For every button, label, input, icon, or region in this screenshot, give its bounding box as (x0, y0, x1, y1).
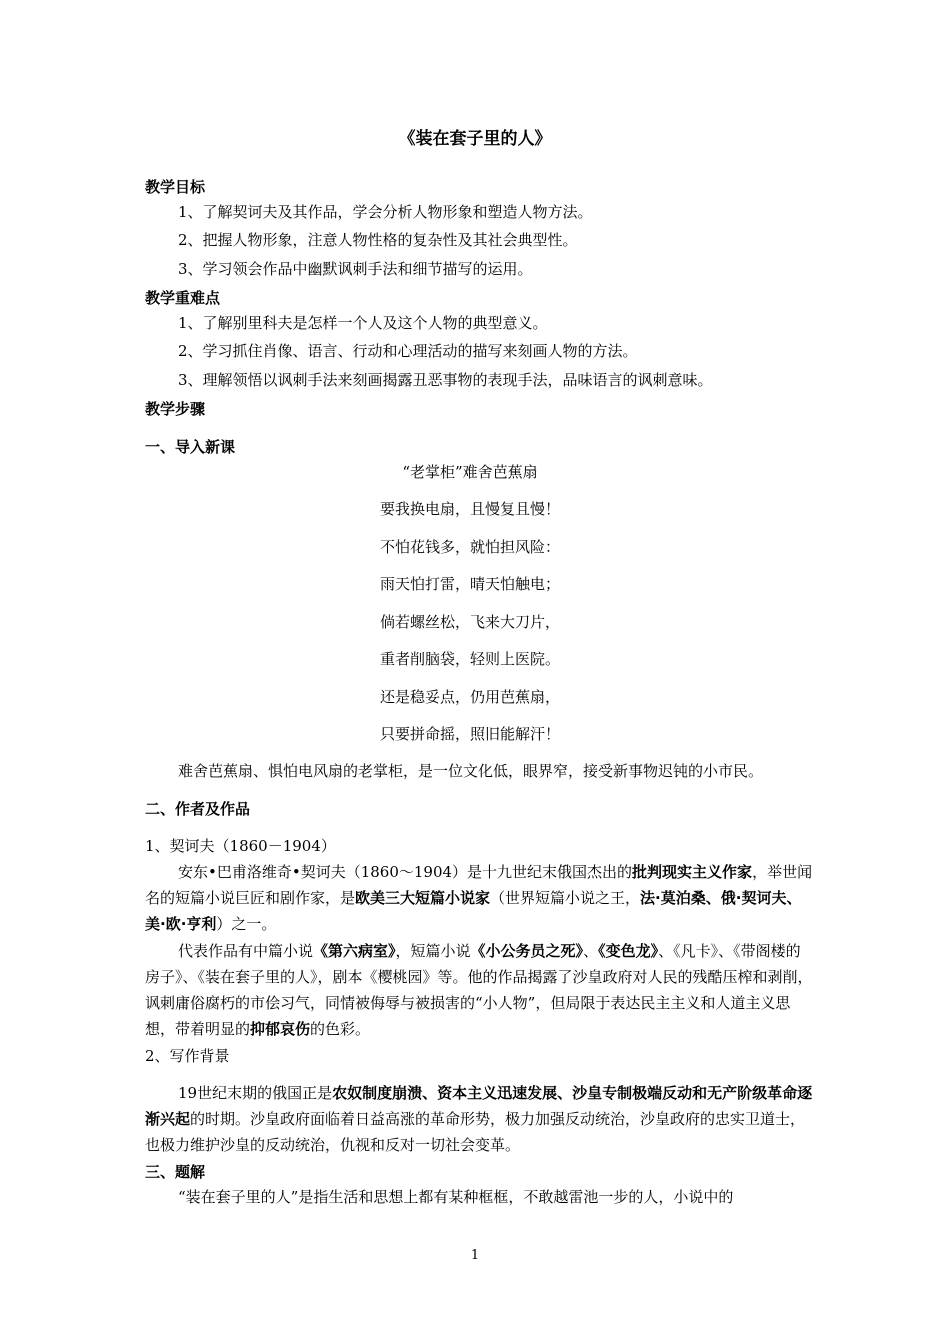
steps-heading: 教学步骤 (145, 400, 206, 418)
section-heading: 二、作者及作品 (145, 800, 251, 818)
poem-line: “老掌柜”难舍芭蕉扇 (402, 463, 538, 481)
text-run: （世界短篇小说之王， (490, 889, 641, 907)
subsection-heading: 1、契诃夫（1860－1904） (145, 837, 336, 855)
poem-line: 还是稳妥点，仍用芭蕉扇， (379, 688, 560, 706)
background-paragraph (145, 1080, 813, 1158)
bold-run: 《变色龙》 (598, 942, 659, 960)
poem-line: 倘若螺丝松，飞来大刀片， (379, 613, 560, 631)
bold-run: 《小公务员之死》 (470, 942, 584, 960)
works-paragraph (145, 938, 813, 1042)
text-run: 安东•巴甫洛维奇•契诃夫（1860～1904）是十九世纪末俄国杰出的 (178, 863, 633, 881)
poem-line: 雨天怕打雷，晴天怕触电； (379, 575, 560, 593)
text-run: 19世纪末期的俄国正是 (178, 1084, 333, 1102)
goal-item: 2、把握人物形象，注意人物性格的复杂性及其社会典型性。 (178, 231, 578, 249)
poem-line: 不怕花钱多，就怕担风险： (379, 538, 560, 556)
page-number: 1 (470, 1248, 480, 1263)
goals-heading: 教学目标 (145, 178, 206, 196)
text-run: 的色彩。 (310, 1020, 371, 1038)
bold-run: 批判现实主义作家 (632, 863, 753, 881)
text-run: ，举世闻名的短篇小说巨匠和剧作家，是 (145, 863, 813, 907)
author-paragraph (145, 859, 813, 937)
poem-line: 要我换电扇，且慢复且慢！ (379, 500, 560, 518)
keypoint-item: 2、学习抓住肖像、语言、行动和心理活动的描写来刻画人物的方法。 (178, 342, 638, 360)
goal-item: 1、了解契诃夫及其作品，学会分析人物形象和塑造人物方法。 (178, 203, 593, 221)
keypoint-item: 1、了解别里科夫是怎样一个人及这个人物的典型意义。 (178, 314, 548, 332)
bold-run: 抑郁哀伤 (250, 1020, 311, 1038)
text-run: 的时期。沙皇政府面临着日益高涨的革命形势，极力加强反动统治，沙皇政府的忠实卫道士，也极力维护沙皇的反动统治，仇视和反对一切社会变革。 (145, 1110, 806, 1154)
bold-run: 欧美三大短篇小说家 (355, 889, 491, 907)
section-heading: 一、导入新课 (145, 438, 236, 456)
text-run: 、 (583, 942, 599, 960)
text-run: 代表作品有中篇小说 (178, 942, 314, 960)
section-heading: 三、题解 (145, 1163, 206, 1181)
text-run: ）之一。 (216, 915, 277, 933)
intro-summary: 难舍芭蕉扇、惧怕电风扇的老掌柜，是一位文化低，眼界窄，接受新事物迟钝的小市民。 (178, 762, 764, 780)
bold-run: 法·莫泊桑、俄·契诃夫、美·欧·亨利 (145, 889, 802, 933)
keypoint-item: 3、理解领悟以讽刺手法来刻画揭露丑恶事物的表现手法，品味语言的讽刺意味。 (178, 371, 713, 389)
document-title: 《装在套子里的人》 (398, 129, 552, 149)
poem-line: 只要拼命摇，照旧能解汗！ (379, 725, 560, 743)
subsection-heading: 2、写作背景 (145, 1047, 230, 1065)
poem-line: 重者削脑袋，轻则上医院。 (379, 650, 560, 668)
text-run: 、《凡卡》、《带阁楼的房子》、《装在套子里的人》，剧本《樱桃园》等。他的作品揭露了沙皇政府对人民的残酷压榨和剥削，讽刺庸俗腐朽的市侩习气，同情被侮辱与被损害的“小人物”，但局限于表达民主主义和人道主义思想，带着明显的 (145, 942, 813, 1038)
goal-item: 3、学习领会作品中幽默讽刺手法和细节描写的运用。 (178, 260, 533, 278)
text-run: ，短篇小说 (395, 942, 471, 960)
keypoints-heading: 教学重难点 (145, 289, 221, 307)
bold-run: 农奴制度崩溃、资本主义迅速发展、沙皇专制极端反动和无产阶级革命逐渐兴起 (145, 1084, 813, 1128)
bold-run: 《第六病室》 (313, 942, 396, 960)
title-explanation: “装在套子里的人”是指生活和思想上都有某种框框，不敢越雷池一步的人，小说中的 (178, 1188, 734, 1206)
